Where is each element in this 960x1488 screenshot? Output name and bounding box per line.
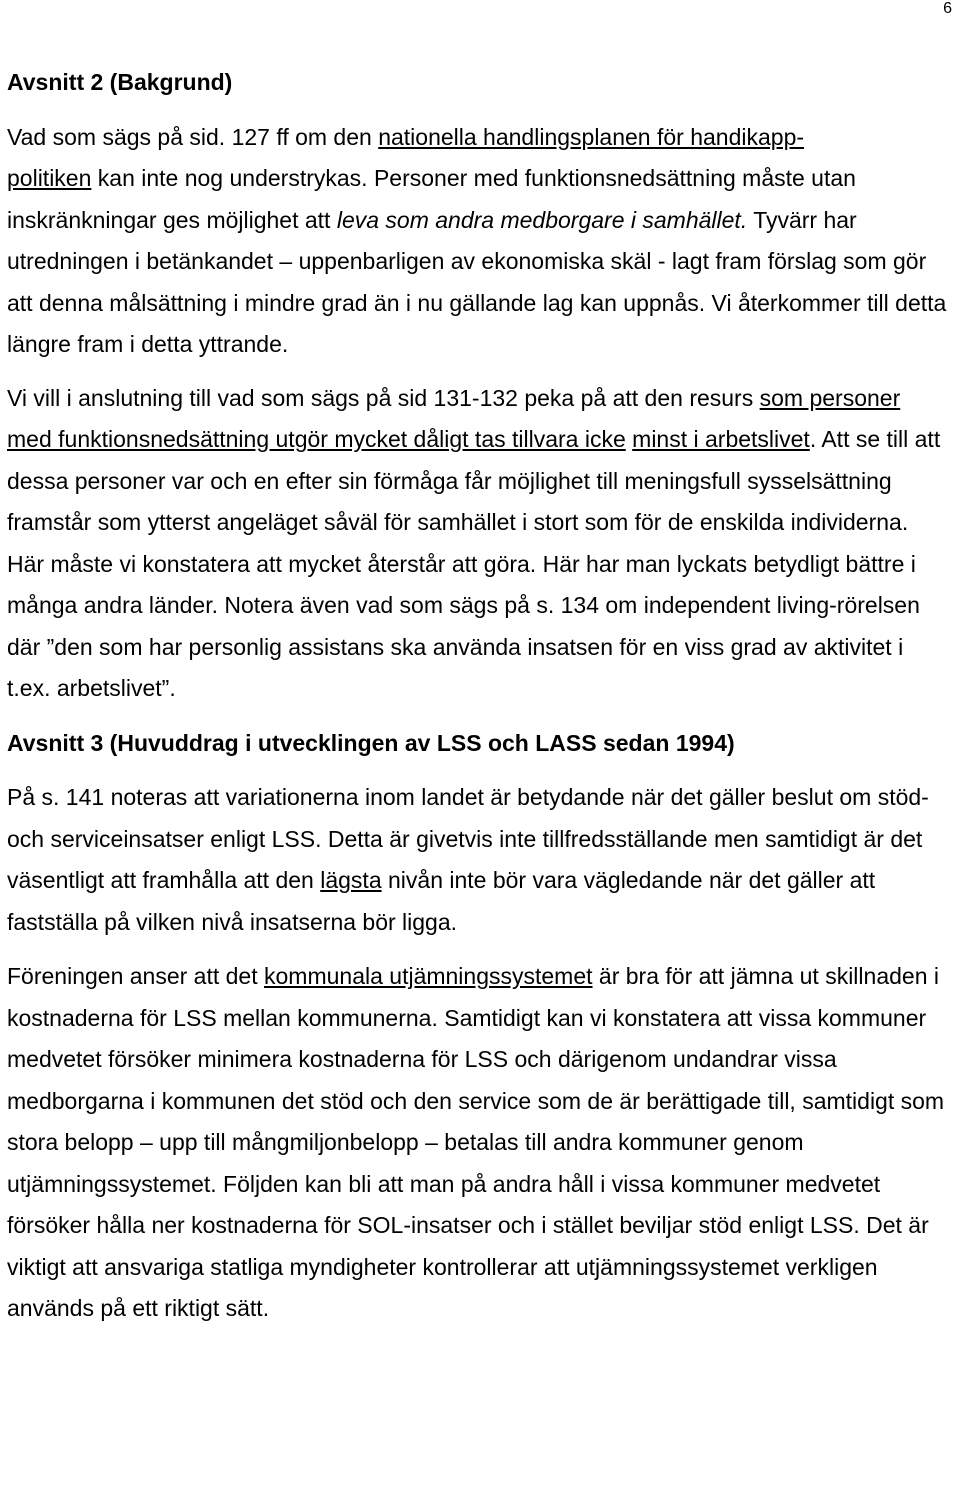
text-span: Vad som sägs på sid. 127 ff om den	[7, 123, 379, 150]
text-span: Vi vill i anslutning till vad som sägs på sid 131-132 peka på att den resurs	[7, 384, 760, 411]
section-2-heading: Avsnitt 2 (Bakgrund)	[7, 69, 233, 95]
section-3-paragraph-2	[7, 956, 951, 1330]
text-span: Föreningen anser att det	[7, 963, 264, 989]
text-span: . Att se till att dessa personer var och en efter sin förmåga får möjlighet till meningsfull sysselsättning framstår som ytterst angeläget såväl för samhället i stort som för de enskilda individerna. Här måste vi konstatera att mycket återstår att göra. Här har man lyckats betydligt bättre i många andra länder. Notera även vad som sägs på s. 134 om independent living-rörelsen där ”den som har personlig assistans ska använda insatsen för en viss grad av aktivitet i t.ex. arbetslivet”.	[7, 426, 941, 701]
underlined-text: minst i arbetslivet	[632, 426, 810, 452]
text-span: nivån inte bör vara vägledande när det gäller att fastställa på vilken nivå insatserna bör ligga.	[7, 867, 876, 935]
underlined-text: lägsta	[320, 867, 382, 893]
document-body	[7, 62, 951, 1330]
section-2-paragraph-2	[7, 378, 951, 710]
italic-text: leva som andra medborgare i samhället.	[336, 206, 748, 233]
text-span: På s. 141 noteras att variationerna inom landet är betydande när det gäller beslut om stöd- och serviceinsatser enligt LSS. Detta är givetvis inte tillfredsställande men samtidigt är det väsentligt att framhålla att den	[7, 784, 929, 893]
underlined-text: politiken	[7, 165, 92, 191]
underlined-text: som personer med funktionsnedsättning utgör mycket dåligt tas tillvara icke	[7, 384, 901, 452]
text-span: kan inte nog understrykas. Personer med funktionsnedsättning måste utan inskränkningar ges möjlighet att	[7, 165, 856, 233]
underlined-text: kommunala utjämningssystemet	[264, 963, 593, 989]
text-span: Tyvärr har utredningen i betänkandet – uppenbarligen av ekonomiska skäl - lagt fram förslag som gör att denna målsättning i mindre grad än i nu gällande lag kan uppnås. Vi återkommer till detta längre fram i detta yttrande.	[7, 206, 947, 357]
section-3-paragraph-1	[7, 777, 951, 943]
section-3-heading: Avsnitt 3 (Huvuddrag i utvecklingen av LSS och LASS sedan 1994)	[7, 729, 735, 756]
text-span: är bra för att jämna ut skillnaden i kostnaderna för LSS mellan kommunerna. Samtidigt kan vi konstatera att vissa kommuner medvetet försöker minimera kostnaderna för LSS och därigenom undandrar vissa medborgarna i kommunen det stöd och den service som de är berättigade till, samtidigt som stora belopp – upp till mångmiljonbelopp – betalas till andra kommuner genom utjämningssystemet. Följden kan bli att man på andra håll i vissa kommuner medvetet försöker hålla ner kostnaderna för SOL-insatser och i stället beviljar stöd enligt LSS. Det är viktigt att ansvariga statliga myndigheter kontrollerar att utjämningssystemet verkligen används på ett riktigt sätt.	[7, 963, 945, 1321]
section-2-paragraph-1	[7, 117, 951, 366]
underlined-text: nationella handlingsplanen för handikapp-	[378, 123, 805, 150]
page-number: 6	[943, 0, 952, 17]
